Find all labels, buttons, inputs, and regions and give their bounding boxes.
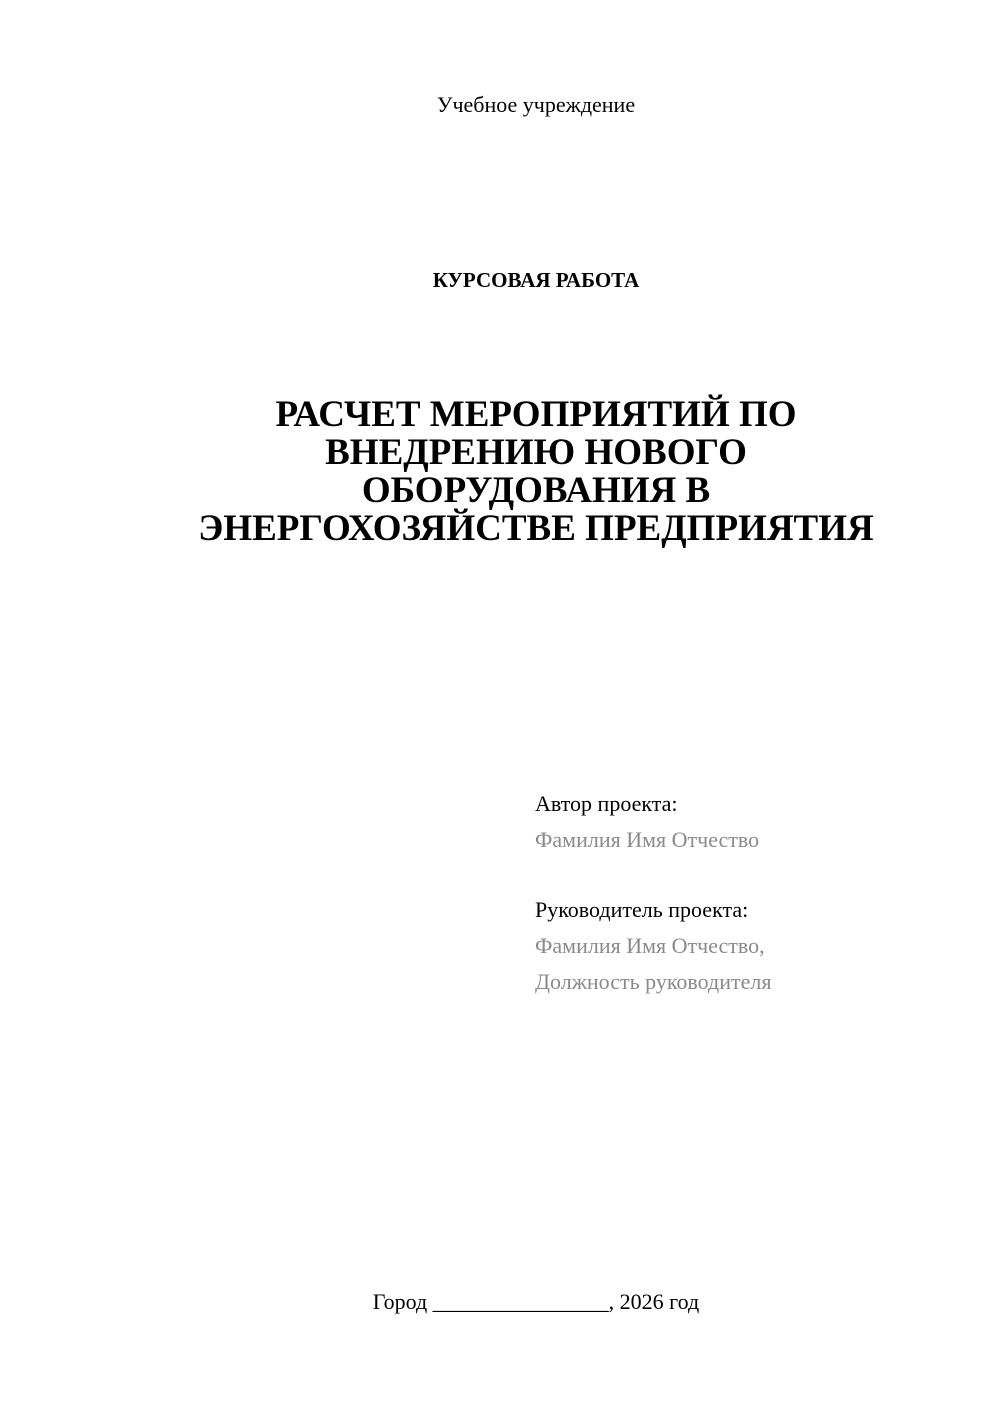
- supervisor-label: Руководитель проекта:: [535, 897, 749, 922]
- supervisor-block: [535, 892, 771, 1000]
- title-line: ЭНЕРГОХОЗЯЙСТВЕ ПРЕДПРИЯТИЯ: [198, 508, 874, 549]
- title-line: ВНЕДРЕНИЮ НОВОГО: [325, 432, 747, 473]
- document-title: [100, 396, 972, 548]
- title-line: ОБОРУДОВАНИЯ В: [361, 470, 711, 511]
- author-name: Фамилия Имя Отчество: [535, 827, 760, 852]
- author-block: [535, 786, 759, 858]
- supervisor-name: Фамилия Имя Отчество,: [535, 933, 765, 958]
- author-label: Автор проекта:: [535, 791, 678, 816]
- institution-name: Учебное учреждение: [436, 92, 636, 117]
- supervisor-position: Должность руководителя: [535, 969, 772, 994]
- title-line: РАСЧЕТ МЕРОПРИЯТИЙ ПО: [275, 394, 797, 435]
- city-year-line: Город ________________, 2026 год: [372, 1289, 700, 1314]
- work-type-heading: КУРСОВАЯ РАБОТА: [432, 268, 640, 292]
